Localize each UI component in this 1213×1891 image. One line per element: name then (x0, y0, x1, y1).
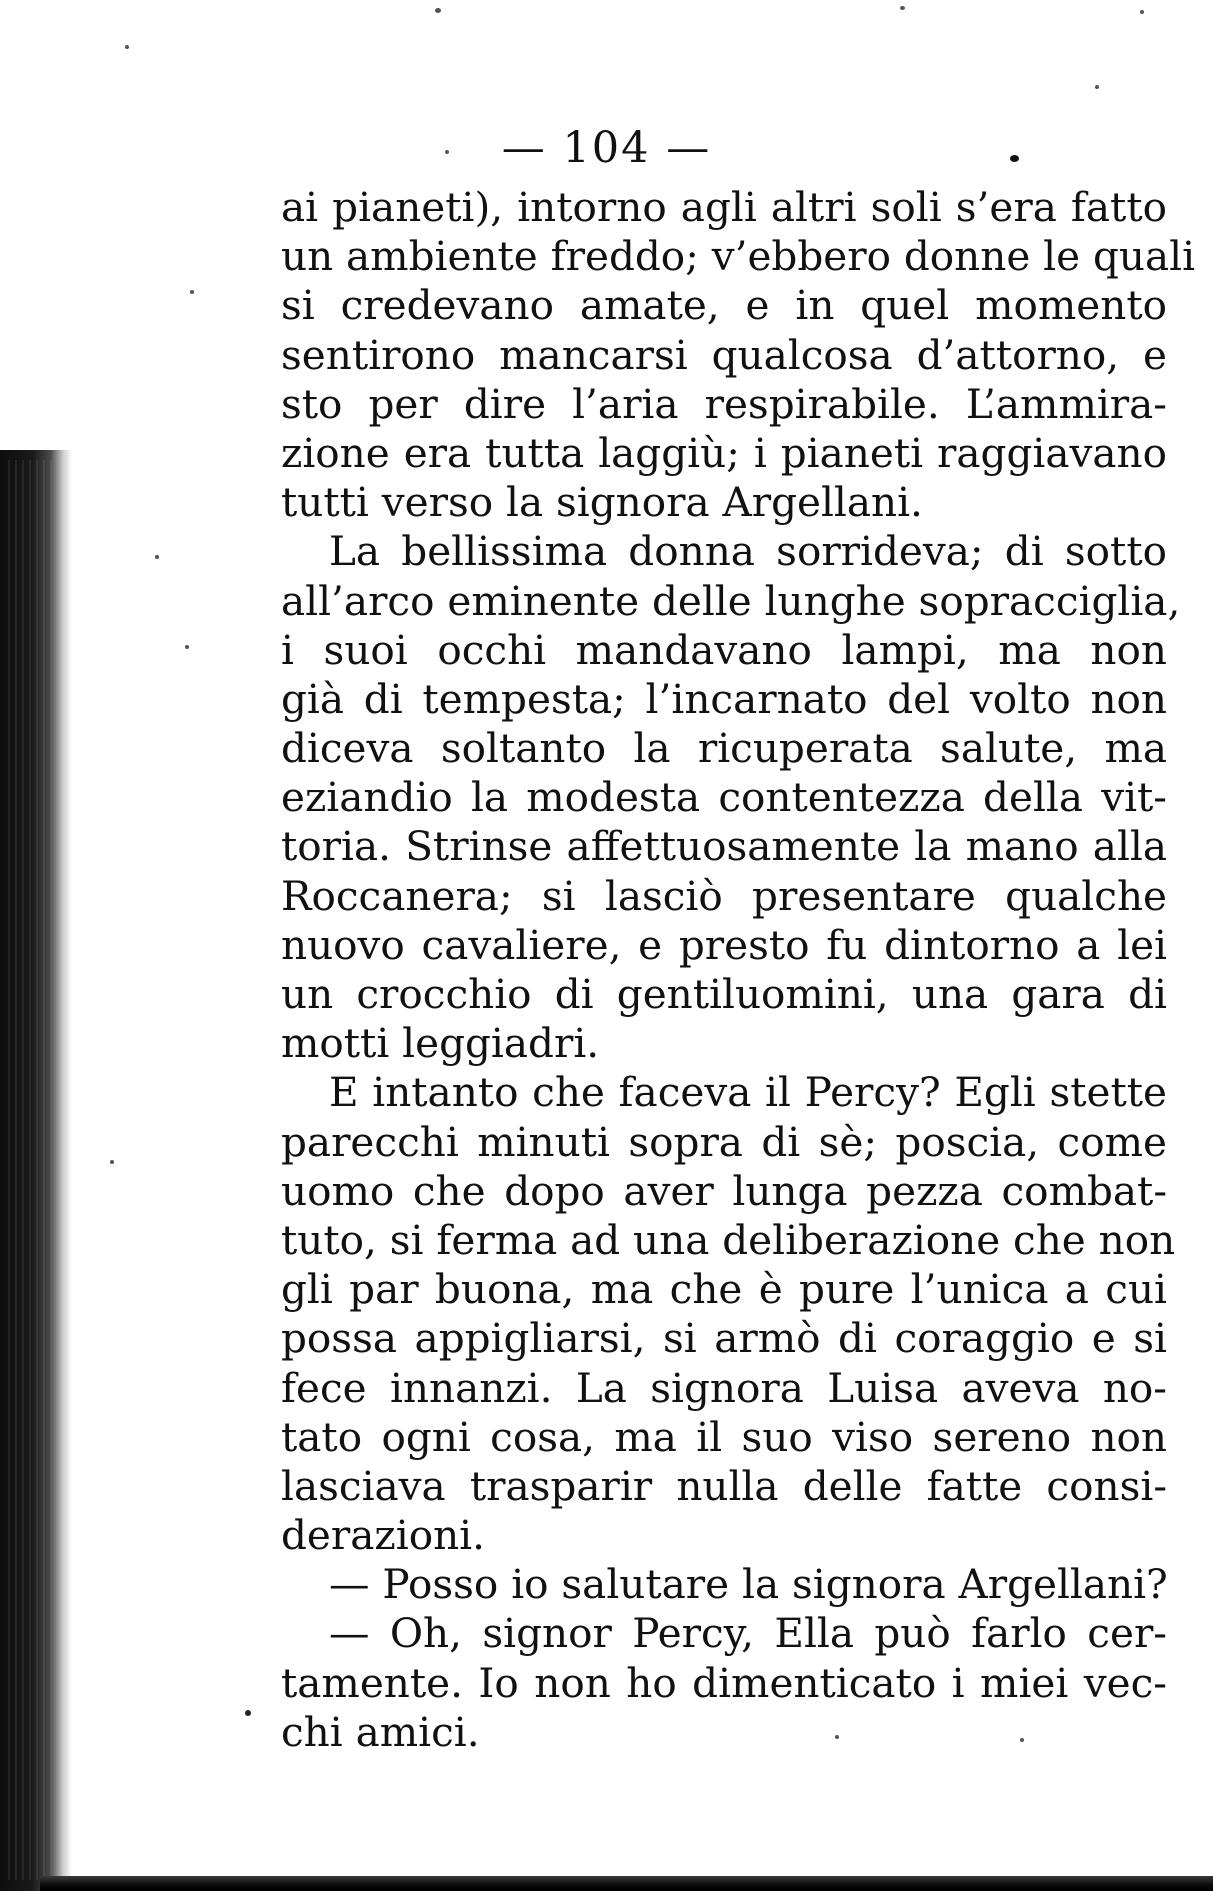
text-line: derazioni. (281, 1511, 485, 1560)
speck (125, 45, 129, 49)
text-line: tuto, si ferma ad una deliberazione che non (281, 1215, 1176, 1264)
text-line: ai pianeti), intorno agli altri soli s’era fatto (281, 183, 1167, 231)
speck (155, 555, 159, 559)
speck (1095, 85, 1099, 89)
paragraph-start-line: E intanto che faceva il Percy? Egli stette (329, 1068, 1167, 1117)
text-line: possa appigliarsi, si armò di coraggio e si (281, 1314, 1167, 1363)
text-line: parecchi minuti sopra di sè; poscia, come (281, 1117, 1167, 1166)
text-line: diceva soltanto la ricuperata salute, ma (281, 724, 1167, 773)
page-number: — 104 — (501, 123, 712, 173)
text-line: tato ogni cosa, ma il suo viso sereno non (281, 1412, 1167, 1461)
text-line: Roccanera; si lasciò presentare qualche (281, 871, 1167, 920)
page-bottom-edge (40, 1876, 1213, 1891)
text-line: uomo che dopo aver lunga pezza combat- (281, 1166, 1167, 1215)
speck (185, 645, 189, 649)
text-line: sto per dire l’aria respirabile. L’ammira- (281, 379, 1167, 428)
paragraph-start-line: La bellissima donna sorrideva; di sotto (329, 527, 1167, 576)
dialogue-line: — Oh, signor Percy, Ella può farlo cer- (329, 1609, 1167, 1658)
text-line: toria. Strinse affettuosamente la mano alla (281, 822, 1167, 871)
text-line: lasciava trasparir nulla delle fatte consi- (281, 1461, 1167, 1510)
text-line: zione era tutta laggiù; i pianeti raggiavano (281, 428, 1167, 477)
text-line: fece innanzi. La signora Luisa aveva no- (281, 1363, 1167, 1412)
speck (900, 6, 905, 10)
text-line: sentirono mancarsi qualcosa d’attorno, e (281, 330, 1167, 379)
text-line: gli par buona, ma che è pure l’unica a cui (281, 1265, 1167, 1314)
speck (190, 290, 194, 294)
text-line: un ambiente freddo; v’ebbero donne le quali (281, 232, 1196, 281)
dialogue-line: — Posso io salutare la signora Argellani? (329, 1560, 1168, 1609)
text-line: si credevano amate, e in quel momento (281, 281, 1167, 330)
text-line: tamente. Io non ho dimenticato i miei vec- (281, 1658, 1167, 1707)
text-line: nuovo cavaliere, e presto fu dintorno a lei (281, 920, 1167, 969)
speck (435, 8, 441, 13)
text-line: eziandio la modesta contentezza della vit- (281, 773, 1167, 822)
text-line: motti leggiadri. (281, 1019, 600, 1068)
text-line: già di tempesta; l’incarnato del volto non (281, 674, 1167, 723)
speck (245, 1710, 251, 1716)
text-line: un crocchio di gentiluomini, una gara di (281, 970, 1167, 1018)
text-line: tutti verso la signora Argellani. (281, 478, 923, 527)
speck (1140, 10, 1144, 14)
speck (110, 1160, 114, 1164)
text-line: chi amici. (281, 1707, 480, 1756)
binding-texture (8, 460, 54, 1880)
text-line: all’arco eminente delle lunghe sopracciglia, (281, 576, 1181, 625)
text-line: i suoi occhi mandavano lampi, ma non (281, 625, 1167, 674)
body-text (281, 183, 1196, 1757)
